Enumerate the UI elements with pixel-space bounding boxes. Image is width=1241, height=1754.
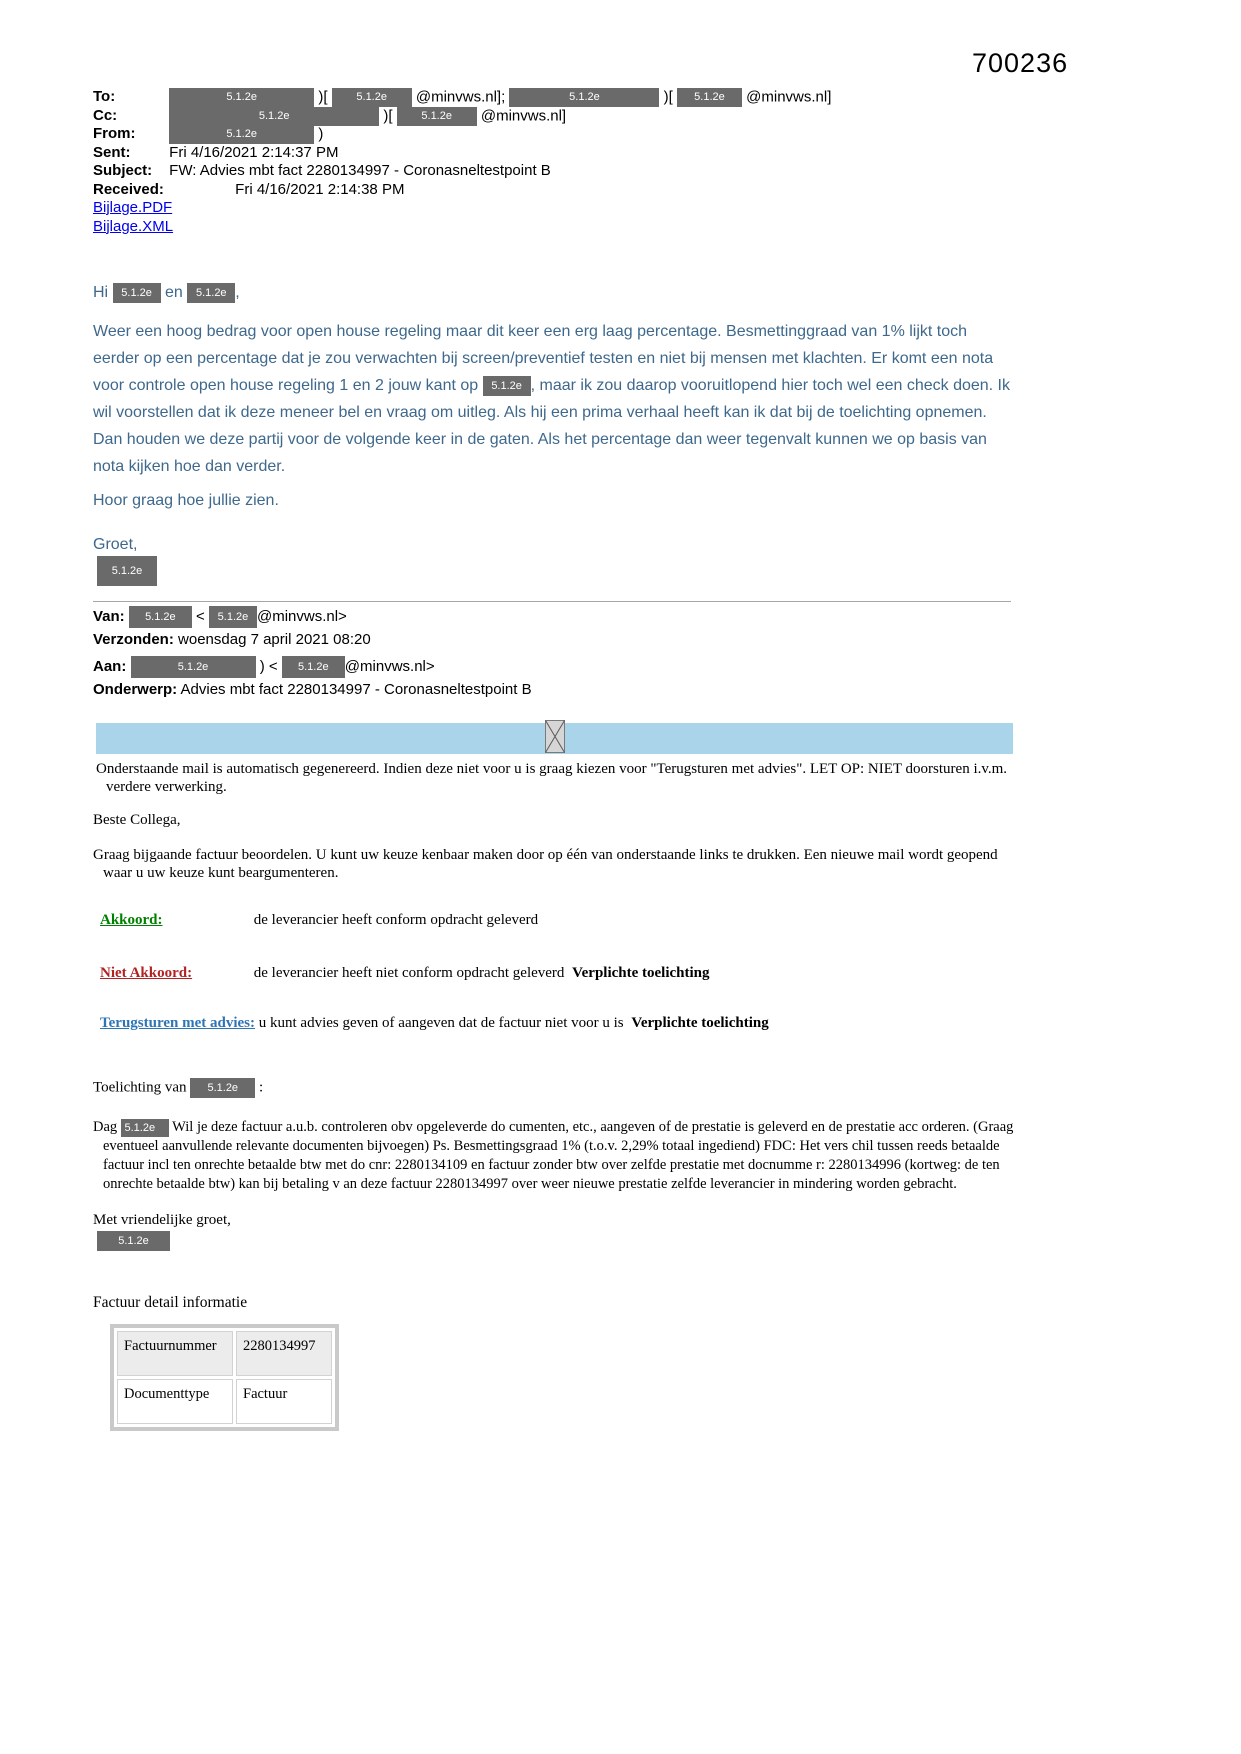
redaction-chip: 5.1.2e	[113, 283, 161, 303]
email-header-block	[93, 88, 831, 236]
header-line-cc	[93, 107, 831, 126]
redaction-chip: 5.1.2e	[169, 107, 379, 126]
van-label: Van:	[93, 607, 125, 625]
invoice-number-value: 2280134997	[236, 1331, 332, 1376]
document-type-label: Documenttype	[117, 1379, 233, 1424]
header-token: @minvws.nl];	[415, 88, 506, 106]
verzonden-label: Verzonden:	[93, 631, 174, 648]
subject-label: Subject:	[93, 162, 153, 179]
terugsturen-description: u kunt advies geven of aangeven dat de factuur niet voor u is	[258, 1015, 624, 1031]
fwd-token: @minvws.nl>	[256, 607, 347, 625]
salutation: Beste Collega,	[93, 812, 181, 828]
regards-line: Met vriendelijke groet,	[93, 1212, 231, 1228]
dag-prefix: Dag	[93, 1119, 118, 1135]
fwd-line-van	[93, 606, 532, 631]
redaction-chip: 5.1.2e	[169, 88, 314, 107]
invoice-number-label: Factuurnummer	[117, 1331, 233, 1376]
greeting-prefix: Hi	[93, 284, 109, 302]
redaction-chip: 5.1.2e	[187, 283, 235, 303]
cc-label: Cc:	[93, 106, 118, 124]
redaction-chip: 5.1.2e	[483, 376, 531, 396]
fwd-line-aan	[93, 656, 532, 681]
verplichte-toelichting-note: Verplichte toelichting	[572, 965, 710, 981]
header-token: )	[318, 125, 324, 143]
fwd-token: ) <	[259, 657, 278, 675]
attachment-link-xml[interactable]: Bijlage.XML	[93, 217, 174, 235]
fwd-token: @minvws.nl>	[344, 657, 435, 675]
followup-line: Hoor graag hoe jullie zien.	[93, 492, 279, 509]
sent-value: Fri 4/16/2021 2:14:37 PM	[169, 143, 339, 161]
greeting-comma: ,	[235, 284, 240, 302]
onderwerp-label: Onderwerp:	[93, 681, 178, 698]
received-label: Received:	[93, 180, 164, 198]
signature-redaction	[97, 1231, 170, 1251]
header-token: )[	[383, 106, 393, 124]
received-value: Fri 4/16/2021 2:14:38 PM	[235, 180, 405, 198]
header-image-banner	[96, 723, 1013, 754]
fwd-line-onderwerp	[93, 681, 532, 706]
option-terugsturen	[100, 1015, 769, 1032]
onderwerp-value: Advies mbt fact 2280134997 - Coronasneltestpoint B	[180, 681, 532, 698]
toelichting-prefix: Toelichting van	[93, 1079, 187, 1096]
page-number: 700236	[972, 48, 1069, 78]
niet-akkoord-description: de leverancier heeft niet conform opdracht geleverd	[253, 965, 565, 981]
dag-text: Wil je deze factuur a.u.b. controleren obv opgeleverde do cumenten, etc., aangeven of de prestatie is geleverd en de prestatie acc orderen. (Graag eventueel aanvullende relevante documenten bijvoegen) Ps. Besmettingsgraad 1% (t.o.v. 2,29% totaal ingediend) FDC: Het vers chil tussen reeds betaalde factuur incl ten onrechte betaalde btw met do cnr: 2280134109 en factuur zonder btw over zelfde prestatie met docnumme r: 2280134996 (kortweg: de ten onrechte betaalde btw) kan bij betaling v an deze factuur 2280134997 over weer nieuwe prestatie zelfde leverancier in mindering worden gebracht.	[103, 1119, 1014, 1192]
header-line-received	[93, 181, 831, 200]
toelichting-line	[93, 1078, 263, 1098]
redaction-chip: 5.1.2e	[129, 606, 192, 628]
message-paragraph	[93, 318, 1010, 480]
verzonden-value: woensdag 7 april 2021 08:20	[178, 631, 371, 648]
paragraph-text-before: Weer een hoog bedrag voor open house regeling maar dit keer een erg laag percentage. Besmettinggraad van 1% lijkt toch eerder op een percentage dat je zou verwachten bij screen/preventief testen en niet bij mensen met klachten. Er komt een nota voor controle open house regeling 1 en 2 jouw kant op	[93, 323, 994, 394]
divider	[93, 601, 1011, 602]
header-line-from	[93, 125, 831, 144]
greeting-joiner: en	[165, 284, 183, 302]
to-label: To:	[93, 88, 116, 106]
redaction-chip: 5.1.2e	[397, 107, 477, 126]
paragraph-text-after: , maar ik zou daarop vooruitlopend hier toch wel een check doen. Ik wil voorstellen dat ik deze meneer bel en vraag om uitleg. Als hij een prima verhaal heeft kan ik dat bij de toelichting opnemen. Dan houden we deze partij voor de volgende keer in de gaten. Als het percentage dan weer tegenvalt kunnen we op basis van nota kijken hoe dan verder.	[93, 377, 1010, 475]
fwd-token: <	[196, 607, 205, 625]
redaction-chip: 5.1.2e	[509, 88, 659, 107]
table-row	[117, 1379, 332, 1424]
redaction-chip: 5.1.2e	[190, 1078, 255, 1098]
verplichte-toelichting-note: Verplichte toelichting	[631, 1015, 769, 1031]
redaction-chip: 5.1.2e	[677, 88, 742, 107]
header-line-subject	[93, 162, 831, 181]
header-token: )[	[318, 88, 328, 106]
niet-akkoord-link[interactable]: Niet Akkoord:	[100, 965, 193, 981]
attachment-link-pdf[interactable]: Bijlage.PDF	[93, 199, 173, 216]
option-niet-akkoord	[100, 965, 710, 982]
header-line-sent	[93, 144, 831, 163]
sent-label: Sent:	[93, 143, 131, 161]
akkoord-link[interactable]: Akkoord:	[100, 912, 163, 928]
redaction-chip: 5.1.2e	[131, 656, 256, 678]
forwarded-header-block	[93, 606, 532, 706]
redaction-chip: 5.1.2e	[169, 125, 314, 144]
redaction-chip: 5.1.2e	[209, 606, 257, 628]
redaction-chip: 5.1.2e	[97, 556, 157, 586]
header-token: @minvws.nl]	[480, 106, 567, 124]
header-line-to	[93, 88, 831, 107]
document-type-value: Factuur	[236, 1379, 332, 1424]
redaction-chip: 5.1.2e	[121, 1119, 169, 1137]
broken-image-icon	[545, 720, 565, 753]
attachment-row-xml	[93, 218, 831, 237]
advice-paragraph	[93, 1118, 1025, 1194]
header-token: )[	[663, 88, 673, 106]
attachment-row-pdf	[93, 199, 831, 218]
fwd-line-verzonden	[93, 631, 532, 656]
table-row	[117, 1331, 332, 1376]
akkoord-description: de leverancier heeft conform opdracht geleverd	[253, 912, 539, 928]
signature-redaction	[97, 556, 157, 586]
redaction-chip: 5.1.2e	[282, 656, 345, 678]
invoice-detail-table	[110, 1324, 339, 1431]
terugsturen-link[interactable]: Terugsturen met advies:	[100, 1015, 255, 1031]
from-label: From:	[93, 125, 136, 143]
intro-paragraph: Graag bijgaande factuur beoordelen. U kunt uw keuze kenbaar maken door op één van onderstaande links te drukken. Een nieuwe mail wordt geopend waar u uw keuze kunt beargumenteren.	[93, 847, 998, 881]
auto-mail-notice: Onderstaande mail is automatisch gegenereerd. Indien deze niet voor u is graag kiezen voor "Terugsturen met advies". LET OP: NIET doorsturen i.v.m. verdere verwerking.	[96, 761, 1008, 795]
greeting-line	[93, 283, 240, 303]
redaction-chip: 5.1.2e	[332, 88, 412, 107]
closing-line: Groet,	[93, 536, 138, 553]
redaction-chip: 5.1.2e	[97, 1231, 170, 1251]
aan-label: Aan:	[93, 657, 127, 675]
subject-value: FW: Advies mbt fact 2280134997 - Coronasneltestpoint B	[169, 162, 551, 179]
invoice-detail-title: Factuur detail informatie	[93, 1294, 248, 1311]
option-akkoord	[100, 912, 538, 929]
toelichting-colon: :	[259, 1079, 264, 1096]
header-token: @minvws.nl]	[746, 88, 832, 106]
